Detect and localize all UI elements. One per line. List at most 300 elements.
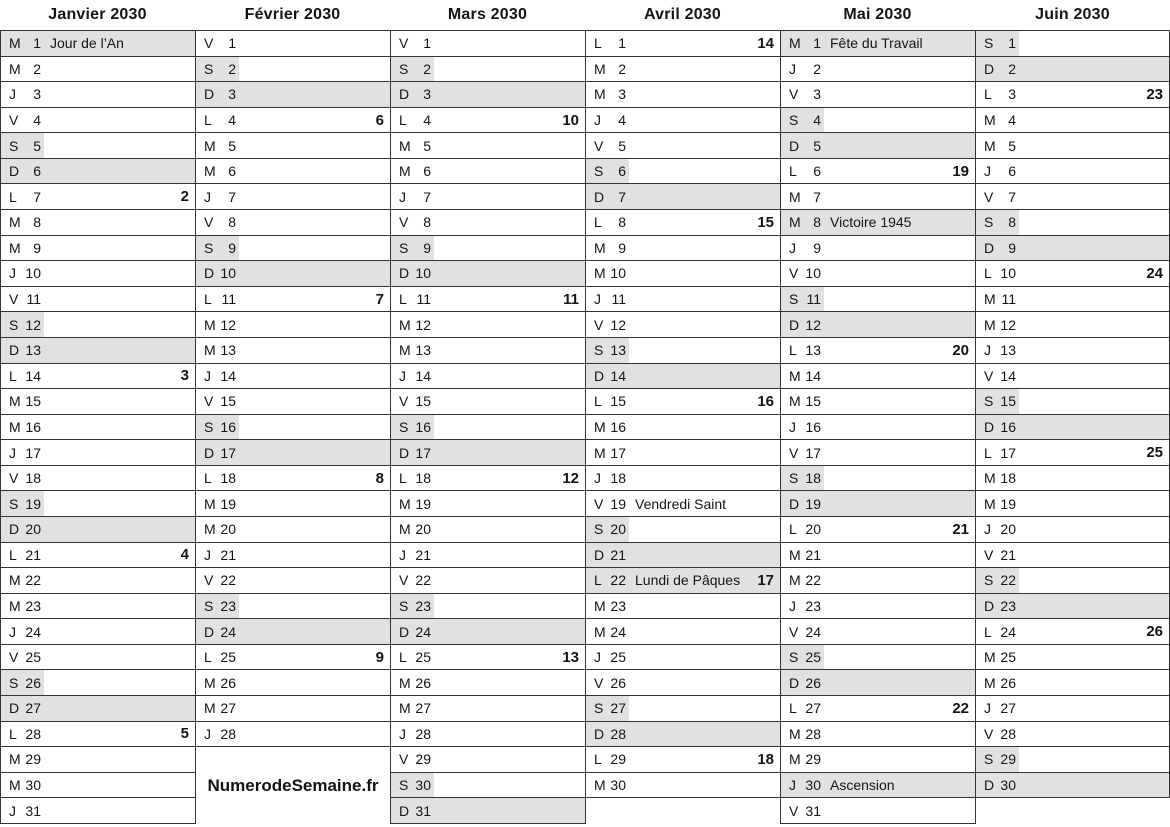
day-number: 1 <box>423 35 431 52</box>
day-letter: V <box>9 470 19 487</box>
day-letter: M <box>204 700 216 717</box>
day-number: 1 <box>813 35 821 52</box>
day-row <box>976 82 1169 108</box>
day-letter: M <box>9 418 21 435</box>
day-letter: J <box>204 725 211 742</box>
day-label <box>196 543 239 568</box>
day-letter: L <box>789 342 797 359</box>
day-row <box>391 108 585 134</box>
day-label <box>196 108 239 133</box>
day-number: 3 <box>1008 86 1016 103</box>
day-label <box>1 517 44 542</box>
day-number: 22 <box>220 572 236 589</box>
week-number: 8 <box>375 469 384 487</box>
month-body <box>195 30 390 824</box>
day-number: 9 <box>228 239 236 256</box>
day-number: 21 <box>805 546 821 563</box>
day-label <box>1 773 44 798</box>
day-number: 10 <box>25 265 41 282</box>
day-number: 15 <box>805 393 821 410</box>
day-letter: J <box>984 163 991 180</box>
day-number: 18 <box>25 470 41 487</box>
day-label <box>196 184 239 209</box>
day-row <box>1 236 195 262</box>
month-blank-area <box>586 798 780 824</box>
day-label <box>586 82 629 107</box>
week-number: 19 <box>952 162 969 180</box>
day-label <box>391 133 434 158</box>
day-number: 19 <box>220 495 236 512</box>
day-label <box>781 594 824 619</box>
day-letter: J <box>594 649 601 666</box>
day-row <box>976 773 1169 799</box>
day-label <box>391 312 434 337</box>
day-letter: M <box>9 60 21 77</box>
day-label <box>976 261 1019 286</box>
day-label <box>586 568 629 593</box>
day-label <box>586 722 629 747</box>
day-label <box>976 184 1019 209</box>
day-letter: M <box>9 598 21 614</box>
day-row <box>586 82 780 108</box>
day-label <box>976 133 1019 158</box>
day-label <box>1 466 44 491</box>
day-label <box>586 312 629 337</box>
day-letter: S <box>789 649 799 666</box>
day-label <box>586 389 629 414</box>
month-column-avril <box>585 0 780 827</box>
day-row <box>1 261 195 287</box>
day-row <box>1 184 195 210</box>
day-letter: D <box>594 725 605 742</box>
day-row <box>586 440 780 466</box>
day-row <box>196 619 390 645</box>
day-letter: S <box>594 700 604 717</box>
day-letter: J <box>594 470 601 487</box>
day-label <box>1 696 44 721</box>
day-number: 20 <box>415 521 431 538</box>
day-label <box>1 31 44 56</box>
day-row <box>196 440 390 466</box>
day-letter: M <box>204 137 216 154</box>
day-number: 25 <box>415 649 431 666</box>
day-label <box>976 773 1019 798</box>
week-number: 6 <box>375 111 384 129</box>
day-label <box>196 466 239 491</box>
month-title: Avril 2030 <box>643 6 721 23</box>
day-letter: S <box>984 214 994 231</box>
day-letter: J <box>204 367 211 384</box>
day-letter: M <box>9 239 21 256</box>
day-number: 1 <box>228 35 236 52</box>
day-letter: M <box>204 342 216 359</box>
day-letter: V <box>204 393 214 410</box>
day-row <box>196 670 390 696</box>
day-number: 7 <box>33 188 41 205</box>
day-label <box>196 261 239 286</box>
day-row <box>781 747 975 773</box>
day-letter: L <box>984 444 992 461</box>
day-row <box>196 287 390 313</box>
day-number: 17 <box>805 444 821 461</box>
day-letter: D <box>789 137 800 154</box>
month-title: Mai 2030 <box>843 6 912 23</box>
day-number: 26 <box>805 674 821 691</box>
day-row <box>1 440 195 466</box>
day-letter: V <box>399 751 409 768</box>
day-number: 4 <box>813 112 821 129</box>
day-letter: M <box>204 521 216 538</box>
day-label <box>976 82 1019 107</box>
day-letter: J <box>204 188 211 205</box>
day-row <box>196 645 390 671</box>
day-number: 11 <box>221 291 236 308</box>
day-letter: D <box>984 777 995 794</box>
day-number: 23 <box>25 598 41 614</box>
day-number: 10 <box>220 265 236 282</box>
day-row <box>196 82 390 108</box>
month-title: Mars 2030 <box>447 6 528 23</box>
day-label <box>196 568 239 593</box>
day-letter: M <box>399 316 411 333</box>
day-letter: V <box>9 112 19 129</box>
week-number: 9 <box>375 648 384 666</box>
week-number: 16 <box>757 392 774 410</box>
day-row <box>781 57 975 83</box>
day-row <box>196 31 390 57</box>
week-number: 22 <box>952 699 969 717</box>
day-number: 14 <box>25 367 41 384</box>
day-letter: D <box>9 342 20 359</box>
day-label <box>196 517 239 542</box>
day-number: 7 <box>618 188 626 205</box>
day-number: 10 <box>610 265 626 282</box>
day-label <box>976 236 1019 261</box>
day-letter: D <box>984 239 995 256</box>
day-number: 17 <box>610 444 626 461</box>
day-label <box>976 619 1019 644</box>
day-letter: L <box>594 35 602 52</box>
day-label <box>391 210 434 235</box>
day-letter: L <box>9 367 17 384</box>
day-letter: D <box>399 444 410 461</box>
day-letter: D <box>399 265 410 282</box>
day-letter: V <box>789 444 799 461</box>
day-number: 12 <box>1000 316 1016 333</box>
day-number: 27 <box>805 700 821 717</box>
day-number: 22 <box>1000 572 1016 589</box>
day-row <box>1 31 195 57</box>
day-number: 1 <box>618 35 626 52</box>
day-label <box>976 594 1019 619</box>
day-letter: L <box>789 700 797 717</box>
month-column-juin <box>975 0 1170 827</box>
day-row <box>976 645 1169 671</box>
day-number: 3 <box>228 86 236 103</box>
day-letter: D <box>984 60 995 77</box>
day-number: 7 <box>813 188 821 205</box>
day-label <box>781 108 824 133</box>
day-number: 15 <box>415 393 431 410</box>
day-letter: V <box>204 572 214 589</box>
day-row <box>586 31 780 57</box>
day-label <box>976 517 1019 542</box>
week-number: 12 <box>562 469 579 487</box>
day-row <box>781 440 975 466</box>
day-label <box>781 364 824 389</box>
day-number: 4 <box>33 112 41 129</box>
day-letter: L <box>204 112 212 129</box>
day-letter: S <box>204 60 214 77</box>
day-label <box>976 415 1019 440</box>
day-number: 21 <box>25 546 41 563</box>
day-number: 5 <box>228 137 236 154</box>
day-letter: J <box>984 700 991 717</box>
day-label <box>196 312 239 337</box>
month-body <box>780 30 975 824</box>
day-row <box>976 389 1169 415</box>
day-number: 30 <box>1000 777 1016 794</box>
day-letter: J <box>399 188 406 205</box>
day-letter: J <box>789 418 796 435</box>
day-letter: S <box>594 163 604 180</box>
day-row <box>391 159 585 185</box>
day-row <box>586 722 780 748</box>
day-letter: L <box>399 649 407 666</box>
day-row <box>1 108 195 134</box>
day-letter: M <box>399 495 411 512</box>
day-label <box>586 645 629 670</box>
day-number: 17 <box>25 444 41 461</box>
day-row <box>781 236 975 262</box>
day-row <box>391 670 585 696</box>
day-number: 18 <box>610 470 626 487</box>
day-row <box>976 210 1169 236</box>
day-label <box>391 568 434 593</box>
day-number: 29 <box>415 751 431 768</box>
day-label <box>196 619 239 644</box>
day-letter: S <box>9 674 19 691</box>
day-label <box>781 491 824 516</box>
day-row <box>1 773 195 799</box>
day-number: 9 <box>423 239 431 256</box>
day-number: 9 <box>813 239 821 256</box>
day-number: 26 <box>25 674 41 691</box>
day-row <box>586 415 780 441</box>
day-label <box>391 287 434 312</box>
day-row <box>1 619 195 645</box>
day-row <box>391 619 585 645</box>
day-number: 4 <box>1008 112 1016 129</box>
day-label <box>781 338 824 363</box>
day-row <box>1 722 195 748</box>
day-row <box>976 466 1169 492</box>
day-label <box>781 747 824 772</box>
month-column-fevrier <box>195 0 390 827</box>
month-column-mars <box>390 0 585 827</box>
day-row <box>1 312 195 338</box>
day-label <box>781 773 824 798</box>
day-letter: L <box>984 265 992 282</box>
day-letter: D <box>204 265 215 282</box>
day-label <box>781 57 824 82</box>
day-row <box>586 466 780 492</box>
day-number: 19 <box>610 495 626 512</box>
day-row <box>976 594 1169 620</box>
day-label <box>781 31 824 56</box>
week-number: 10 <box>562 111 579 129</box>
week-number: 3 <box>180 367 189 385</box>
day-number: 29 <box>610 751 626 768</box>
day-letter: J <box>204 546 211 563</box>
day-label <box>976 312 1019 337</box>
day-row <box>586 696 780 722</box>
day-letter: M <box>594 418 606 435</box>
day-letter: D <box>204 444 215 461</box>
day-number: 16 <box>610 418 626 435</box>
day-letter: S <box>399 777 409 794</box>
day-number: 20 <box>25 521 41 538</box>
day-letter: L <box>204 470 212 487</box>
day-row <box>196 338 390 364</box>
day-row <box>586 773 780 799</box>
day-number: 7 <box>1008 188 1016 205</box>
day-number: 10 <box>415 265 431 282</box>
day-letter: D <box>204 86 215 103</box>
day-number: 29 <box>805 751 821 768</box>
day-letter: D <box>984 598 995 614</box>
day-row <box>1 747 195 773</box>
day-letter: V <box>789 802 799 819</box>
day-number: 22 <box>610 572 626 589</box>
day-label <box>1 57 44 82</box>
day-number: 16 <box>220 418 236 435</box>
day-label <box>196 415 239 440</box>
day-letter: S <box>594 342 604 359</box>
day-label <box>391 261 434 286</box>
day-letter: L <box>594 572 602 589</box>
day-row <box>196 133 390 159</box>
day-label <box>586 287 629 312</box>
day-label <box>586 670 629 695</box>
day-letter: J <box>9 623 16 640</box>
day-label <box>781 543 824 568</box>
week-number: 7 <box>375 290 384 308</box>
day-row <box>1 159 195 185</box>
day-number: 13 <box>220 342 236 359</box>
day-letter: M <box>594 623 606 640</box>
day-letter: L <box>399 291 407 308</box>
day-label <box>391 645 434 670</box>
day-letter: S <box>594 521 604 538</box>
day-label <box>586 31 629 56</box>
day-row <box>781 389 975 415</box>
day-row <box>391 543 585 569</box>
day-label <box>586 236 629 261</box>
day-number: 31 <box>805 802 821 819</box>
day-letter: M <box>789 546 801 563</box>
day-number: 8 <box>228 214 236 231</box>
day-label <box>586 696 629 721</box>
day-number: 11 <box>1001 291 1016 308</box>
day-number: 11 <box>806 291 821 308</box>
day-letter: S <box>399 239 409 256</box>
day-label <box>391 159 434 184</box>
day-label <box>1 670 44 695</box>
day-row <box>781 108 975 134</box>
day-letter: L <box>789 163 797 180</box>
day-label <box>1 312 44 337</box>
day-row <box>196 415 390 441</box>
day-label <box>781 184 824 209</box>
day-row <box>1 696 195 722</box>
day-label <box>1 261 44 286</box>
day-letter: D <box>789 495 800 512</box>
day-letter: J <box>9 802 16 819</box>
day-letter: L <box>984 86 992 103</box>
day-row <box>391 364 585 390</box>
day-number: 13 <box>610 342 626 359</box>
day-letter: M <box>984 649 996 666</box>
day-label <box>586 210 629 235</box>
day-number: 3 <box>423 86 431 103</box>
day-row <box>586 108 780 134</box>
day-row <box>976 619 1169 645</box>
day-row <box>1 517 195 543</box>
day-number: 29 <box>25 751 41 768</box>
day-number: 28 <box>1000 725 1016 742</box>
day-label <box>781 696 824 721</box>
day-row <box>781 543 975 569</box>
day-label <box>196 491 239 516</box>
day-letter: M <box>789 367 801 384</box>
day-number: 12 <box>415 316 431 333</box>
day-label <box>781 287 824 312</box>
day-label <box>976 696 1019 721</box>
day-row <box>391 491 585 517</box>
day-label <box>976 645 1019 670</box>
day-row <box>781 31 975 57</box>
day-label <box>976 287 1019 312</box>
day-label <box>781 82 824 107</box>
day-label <box>781 798 824 823</box>
day-number: 6 <box>813 163 821 180</box>
day-label <box>1 747 44 772</box>
day-row <box>586 338 780 364</box>
day-number: 23 <box>805 598 821 614</box>
day-label <box>196 287 239 312</box>
site-watermark: NumerodeSemaine.fr <box>207 775 379 795</box>
day-letter: M <box>9 751 21 768</box>
day-letter: M <box>9 214 21 231</box>
day-number: 30 <box>25 777 41 794</box>
day-label <box>391 82 434 107</box>
day-label <box>586 184 629 209</box>
day-row <box>391 568 585 594</box>
day-number: 23 <box>1000 598 1016 614</box>
day-label <box>391 184 434 209</box>
day-row <box>781 287 975 313</box>
day-row <box>781 696 975 722</box>
day-label <box>1 184 44 209</box>
day-row <box>586 184 780 210</box>
day-label <box>391 543 434 568</box>
week-number: 2 <box>180 188 189 206</box>
day-row <box>586 364 780 390</box>
day-letter: L <box>594 751 602 768</box>
day-number: 12 <box>610 316 626 333</box>
day-label <box>196 594 239 619</box>
